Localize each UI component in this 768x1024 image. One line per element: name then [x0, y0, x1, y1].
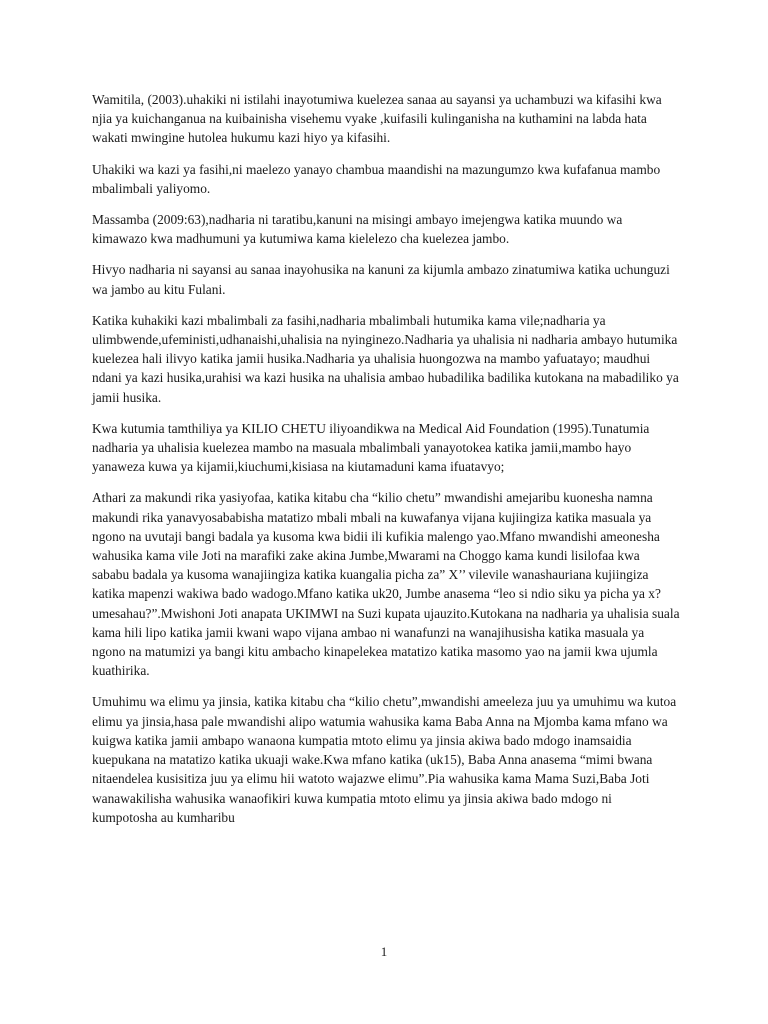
paragraph-nadharia-summary: Hivyo nadharia ni sayansi au sanaa inayohusika na kanuni za kijumla ambazo zinatumiwa katika uchunguzi wa jambo au kitu Fulani.: [92, 262, 670, 297]
paragraph-uhalisia-theory: Katika kuhakiki kazi mbalimbali za fasihi,nadharia mbalimbali hutumika kama vile;nadharia ya ulimbwende,ufeministi,udhanaishi,uhalisia na nyinginezo.Nadharia ya uhalisia ni nadharia ambayo hutumika kuelezea hali ilivyo katika jamii husika.Nadharia ya uhalisia huongozwa na mambo yafuatayo; maudhui ndani ya kazi husika,urahisi wa kazi husika na uhalisia ambao hubadilika badilika kutokana na mabadiliko ya jamii husika.: [92, 312, 679, 405]
paragraph-massamba-definition: Massamba (2009:63),nadharia ni taratibu,kanuni na misingi ambayo imejengwa katika muundo wa kimawazo kwa madhumuni ya kutumiwa kama kielelezo cha kuelezea jambo.: [92, 212, 623, 247]
paragraph-elimu-ya-jinsia: Umuhimu wa elimu ya jinsia, katika kitabu cha “kilio chetu”,mwandishi ameeleza juu ya umuhimu wa kutoa elimu ya jinsia,hasa pale mwandishi alipo watumia wahusika kama Baba Anna na Mjomba kama mfano wa kuigwa katika jamii ambapo wanaona kumpatia mtoto elimu ya jinsia akiwa bado mdogo inamsaidia kuepukana na matatizo katika ukuaji wake.Kwa mfano katika (uk15), Baba Anna anasema “mimi bwana nitaendelea kusisitiza juu ya elimu hii watoto wajazwe elimu”.Pia wahusika kama Mama Suzi,Baba Joti wanawakilisha wahusika wanaofikiri kuwa kumpatia mtoto elimu ya jinsia akiwa bado mdogo ni kumpotosha au kumharibu: [92, 694, 677, 825]
paragraph-wamitila-definition: Wamitila, (2003).uhakiki ni istilahi inayotumiwa kuelezea sanaa au sayansi ya uchambuzi wa kifasihi kwa njia ya kuichanganua na kuibainisha visehemu vyake ,kuifasili kulinganisha na kuthamini na labda hata wakati mwingine hutolea hukumu kazi hiyo ya kifasihi.: [92, 92, 662, 146]
document-body: [92, 90, 680, 839]
paragraph-makundi-rika: Athari za makundi rika yasiyofaa, katika kitabu cha “kilio chetu” mwandishi amejaribu kuonesha namna makundi rika yanavyosababisha matatizo mbali mbali na kuwafanya vijana kujiingiza katika masuala ya ngono na uvutaji bangi badala ya kusoma kwa bidii ili kufikia malengo yao.Mfano mwandishi ameonesha wahusika kama vile Joti na marafiki zake akina Jumbe,Mwarami na Choggo kama kundi lisilofaa kwa sababu badala ya kusoma wanajiingiza katika kuangalia picha za” X’’ vilevile wanashauriana kujiingiza katika mapenzi wakiwa bado wadogo.Mfano katika uk20, Jumbe anasema “leo si ndio siku ya picha ya x? umesahau?”.Mwishoni Joti anapata UKIMWI na Suzi kupata ujauzito.Kutokana na nadharia ya uhalisia suala kama hili lipo katika jamii kwani wapo vijana ambao ni wanafunzi na wanajihusisha katika masuala ya ngono na matumizi ya bangi kitu ambacho kinapelekea matatizo katika masomo yao na jamii kwa ujumla kuathirika.: [92, 490, 680, 679]
page-number: 1: [380, 944, 388, 959]
paragraph-kilio-chetu-intro: Kwa kutumia tamthiliya ya KILIO CHETU iliyoandikwa na Medical Aid Foundation (1995).Tunatumia nadharia ya uhalisia kuelezea mambo na masuala mbalimbali yanayotokea katika jamii,mambo hayo yanaweza kuwa ya kijamii,kiuchumi,kisiasa na kiutamaduni kama ifuatavyo;: [92, 420, 650, 475]
paragraph-uhakiki-definition: Uhakiki wa kazi ya fasihi,ni maelezo yanayo chambua maandishi na mazungumzo kwa kufafanua mambo mbalimbali yaliyomo.: [92, 161, 661, 196]
